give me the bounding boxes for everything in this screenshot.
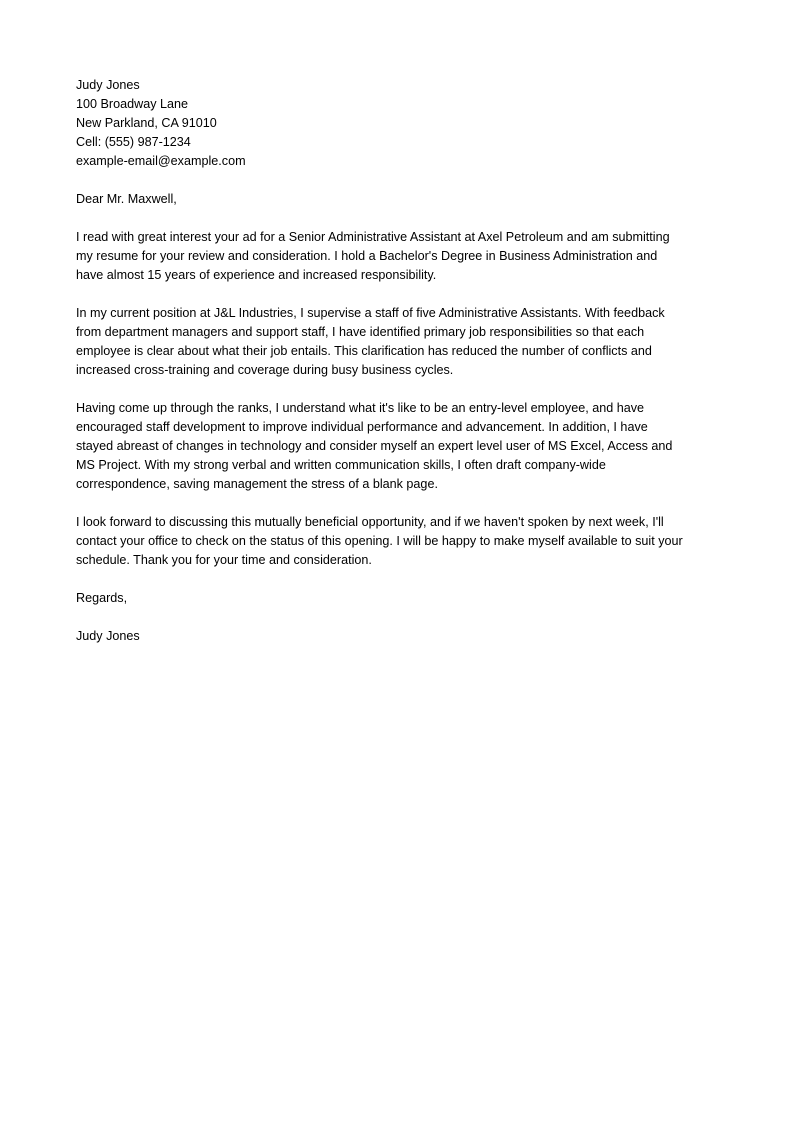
paragraph-4 xyxy=(76,513,726,570)
paragraph-line: increased cross-training and coverage during busy business cycles. xyxy=(76,363,454,377)
closing: Regards, xyxy=(76,591,128,605)
sender-address-block xyxy=(76,76,726,171)
sender-email: example-email@example.com xyxy=(76,154,246,168)
paragraph-2 xyxy=(76,304,726,380)
paragraph-line: I read with great interest your ad for a Senior Administrative Assistant at Axel Petroleum and am submitting xyxy=(76,230,670,244)
closing-block xyxy=(76,589,726,608)
salutation-block xyxy=(76,190,726,209)
paragraph-line: employee is clear about what their job entails. This clarification has reduced the number of conflicts and xyxy=(76,344,652,358)
salutation: Dear Mr. Maxwell, xyxy=(76,192,177,206)
cover-letter xyxy=(76,76,726,665)
paragraph-line: MS Project. With my strong verbal and written communication skills, I often draft company-wide xyxy=(76,458,606,472)
paragraph-line: contact your office to check on the status of this opening. I will be happy to make myself available to suit your xyxy=(76,534,683,548)
paragraph-line: have almost 15 years of experience and increased responsibility. xyxy=(76,268,437,282)
paragraph-line: from department managers and support staff, I have identified primary job responsibilities so that each xyxy=(76,325,645,339)
signature-name: Judy Jones xyxy=(76,629,140,643)
paragraph-line: schedule. Thank you for your time and consideration. xyxy=(76,553,372,567)
paragraph-1 xyxy=(76,228,726,285)
sender-street: 100 Broadway Lane xyxy=(76,97,189,111)
sender-name: Judy Jones xyxy=(76,78,140,92)
paragraph-line: In my current position at J&L Industries, I supervise a staff of five Administrative Assistants. With feedback xyxy=(76,306,665,320)
paragraph-line: I look forward to discussing this mutually beneficial opportunity, and if we haven't spoken by next week, I'll xyxy=(76,515,664,529)
sender-city-state-zip: New Parkland, CA 91010 xyxy=(76,116,217,130)
signature-block xyxy=(76,627,726,646)
paragraph-3 xyxy=(76,399,726,494)
paragraph-line: stayed abreast of changes in technology and consider myself an expert level user of MS Excel, Access and xyxy=(76,439,673,453)
paragraph-line: correspondence, saving management the stress of a blank page. xyxy=(76,477,438,491)
sender-cell: Cell: (555) 987-1234 xyxy=(76,135,191,149)
paragraph-line: encouraged staff development to improve individual performance and advancement. In addition, I have xyxy=(76,420,648,434)
paragraph-line: Having come up through the ranks, I understand what it's like to be an entry-level employee, and have xyxy=(76,401,645,415)
paragraph-line: my resume for your review and consideration. I hold a Bachelor's Degree in Business Administration and xyxy=(76,249,658,263)
